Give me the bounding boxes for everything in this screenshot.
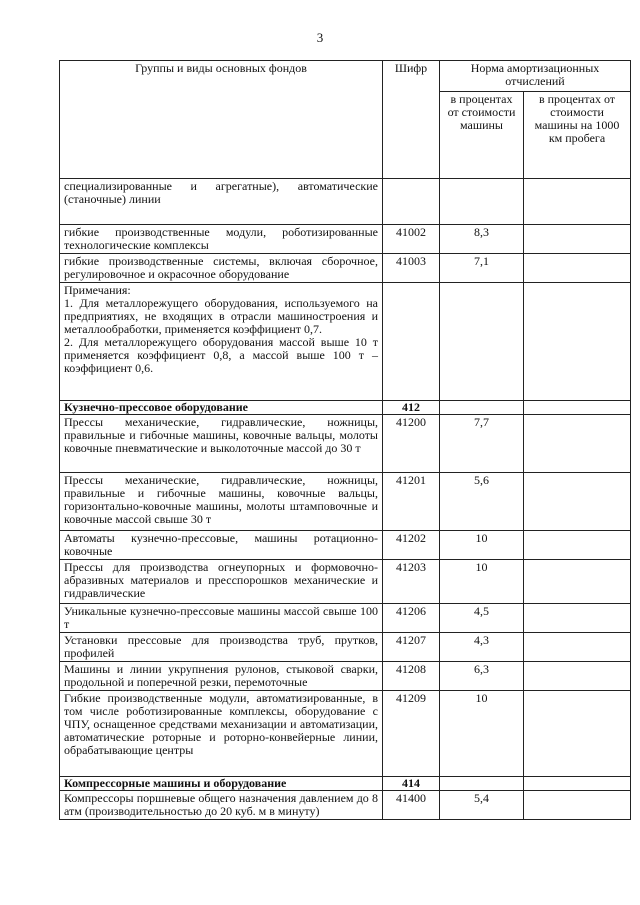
- fund-name-cell: Компрессоры поршневые общего назначения давлением до 8 атм (производительностью до 20 куб. м в минуту): [60, 791, 383, 820]
- percent-per-1000km-cell: [524, 777, 631, 791]
- fund-name-cell: специализированные и агрегатные), автоматические (станочные) линии: [60, 179, 383, 225]
- percent-per-1000km-cell: [524, 415, 631, 473]
- percent-per-1000km-cell: [524, 633, 631, 662]
- fund-name-cell: гибкие производственные системы, включая сборочное, регулировочное и окрасочное оборудование: [60, 254, 383, 283]
- percent-of-cost-cell: 6,3: [440, 662, 524, 691]
- fund-name-cell: Прессы механические, гидравлические, ножницы, правильные и гибочные машины, ковочные вальцы, горизонтально-ковочные машины, молоты штамповочные и ковочные массой свыше 30 т: [60, 473, 383, 531]
- percent-of-cost-cell: 8,3: [440, 225, 524, 254]
- percent-of-cost-cell: 4,5: [440, 604, 524, 633]
- percent-per-1000km-cell: [524, 401, 631, 415]
- percent-of-cost-cell: 5,4: [440, 791, 524, 820]
- table-row: [60, 415, 631, 473]
- table-row: [60, 254, 631, 283]
- percent-of-cost-cell: 10: [440, 560, 524, 604]
- table-row: [60, 691, 631, 777]
- code-cell: 41209: [383, 691, 440, 777]
- code-cell: 414: [383, 777, 440, 791]
- percent-of-cost-cell: 4,3: [440, 633, 524, 662]
- header-depreciation-norm: Норма амортизационных отчислений: [440, 61, 631, 92]
- fund-name-cell: Машины и линии укрупнения рулонов, стыковой сварки, продольной и поперечной резки, перемоточные: [60, 662, 383, 691]
- percent-per-1000km-cell: [524, 531, 631, 560]
- code-cell: 41208: [383, 662, 440, 691]
- percent-of-cost-cell: [440, 777, 524, 791]
- code-cell: 41207: [383, 633, 440, 662]
- fund-name-cell: Прессы механические, гидравлические, ножницы, правильные и гибочные машины, ковочные вальцы, молоты ковочные пневматические и выколоточные массой до 30 т: [60, 415, 383, 473]
- code-cell: 41202: [383, 531, 440, 560]
- percent-per-1000km-cell: [524, 283, 631, 401]
- fund-name-cell: Компрессорные машины и оборудование: [60, 777, 383, 791]
- table-row: [60, 283, 631, 401]
- percent-per-1000km-cell: [524, 179, 631, 225]
- code-cell: 41200: [383, 415, 440, 473]
- table-row: [60, 225, 631, 254]
- percent-of-cost-cell: 7,1: [440, 254, 524, 283]
- fund-name-cell: Примечания: 1. Для металлорежущего оборудования, используемого на предприятиях, не входящих в отрасли машиностроения и металлообработки, применяется коэффициент 0,7. 2. Для металлорежущего оборудования массой выше 10 т применяется коэффициент 0,8, а массой выше 100 т – коэффициент 0,6.: [60, 283, 383, 401]
- table-row: [60, 179, 631, 225]
- percent-of-cost-cell: 10: [440, 531, 524, 560]
- fund-name-cell: Кузнечно-прессовое оборудование: [60, 401, 383, 415]
- percent-of-cost-cell: [440, 401, 524, 415]
- page-number: 3: [316, 30, 324, 45]
- code-cell: 41400: [383, 791, 440, 820]
- percent-per-1000km-cell: [524, 254, 631, 283]
- fund-name-cell: Прессы для производства огнеупорных и формовочно-абразивных материалов и пресспорошков механические и гидравлические: [60, 560, 383, 604]
- percent-of-cost-cell: 5,6: [440, 473, 524, 531]
- table-row: [60, 531, 631, 560]
- percent-per-1000km-cell: [524, 662, 631, 691]
- percent-of-cost-cell: [440, 283, 524, 401]
- code-cell: 412: [383, 401, 440, 415]
- table-header: [60, 61, 631, 179]
- percent-of-cost-cell: 7,7: [440, 415, 524, 473]
- code-cell: 41206: [383, 604, 440, 633]
- fund-name-cell: гибкие производственные модули, роботизированные технологические комплексы: [60, 225, 383, 254]
- table-row: [60, 473, 631, 531]
- header-fund-groups: Группы и виды основных фондов: [60, 61, 383, 179]
- table-row: [60, 791, 631, 820]
- percent-of-cost-cell: 10: [440, 691, 524, 777]
- code-cell: [383, 179, 440, 225]
- percent-per-1000km-cell: [524, 691, 631, 777]
- group-header-row: [60, 777, 631, 791]
- percent-per-1000km-cell: [524, 791, 631, 820]
- percent-per-1000km-cell: [524, 225, 631, 254]
- percent-per-1000km-cell: [524, 473, 631, 531]
- fund-name-cell: Гибкие производственные модули, автоматизированные, в том числе роботизированные комплексы, оборудование с ЧПУ, оснащенное средствами механизации и автоматизации, автоматические роторные и роторно-конвейерные линии, обрабатывающие центры: [60, 691, 383, 777]
- table-body: [60, 179, 631, 820]
- table-row: [60, 662, 631, 691]
- code-cell: 41003: [383, 254, 440, 283]
- header-code: Шифр: [383, 61, 440, 179]
- table-row: [60, 604, 631, 633]
- table-row: [60, 560, 631, 604]
- group-header-row: [60, 401, 631, 415]
- header-percent-of-cost: в процентах от стоимости машины: [440, 92, 524, 179]
- percent-per-1000km-cell: [524, 560, 631, 604]
- depreciation-table: [59, 60, 631, 820]
- percent-of-cost-cell: [440, 179, 524, 225]
- code-cell: 41201: [383, 473, 440, 531]
- code-cell: 41203: [383, 560, 440, 604]
- code-cell: [383, 283, 440, 401]
- percent-per-1000km-cell: [524, 604, 631, 633]
- header-percent-per-1000km: в процентах от стоимости машины на 1000 км пробега: [524, 92, 631, 179]
- table-row: [60, 633, 631, 662]
- fund-name-cell: Автоматы кузнечно-прессовые, машины ротационно-ковочные: [60, 531, 383, 560]
- fund-name-cell: Уникальные кузнечно-прессовые машины массой свыше 100 т: [60, 604, 383, 633]
- fund-name-cell: Установки прессовые для производства труб, прутков, профилей: [60, 633, 383, 662]
- code-cell: 41002: [383, 225, 440, 254]
